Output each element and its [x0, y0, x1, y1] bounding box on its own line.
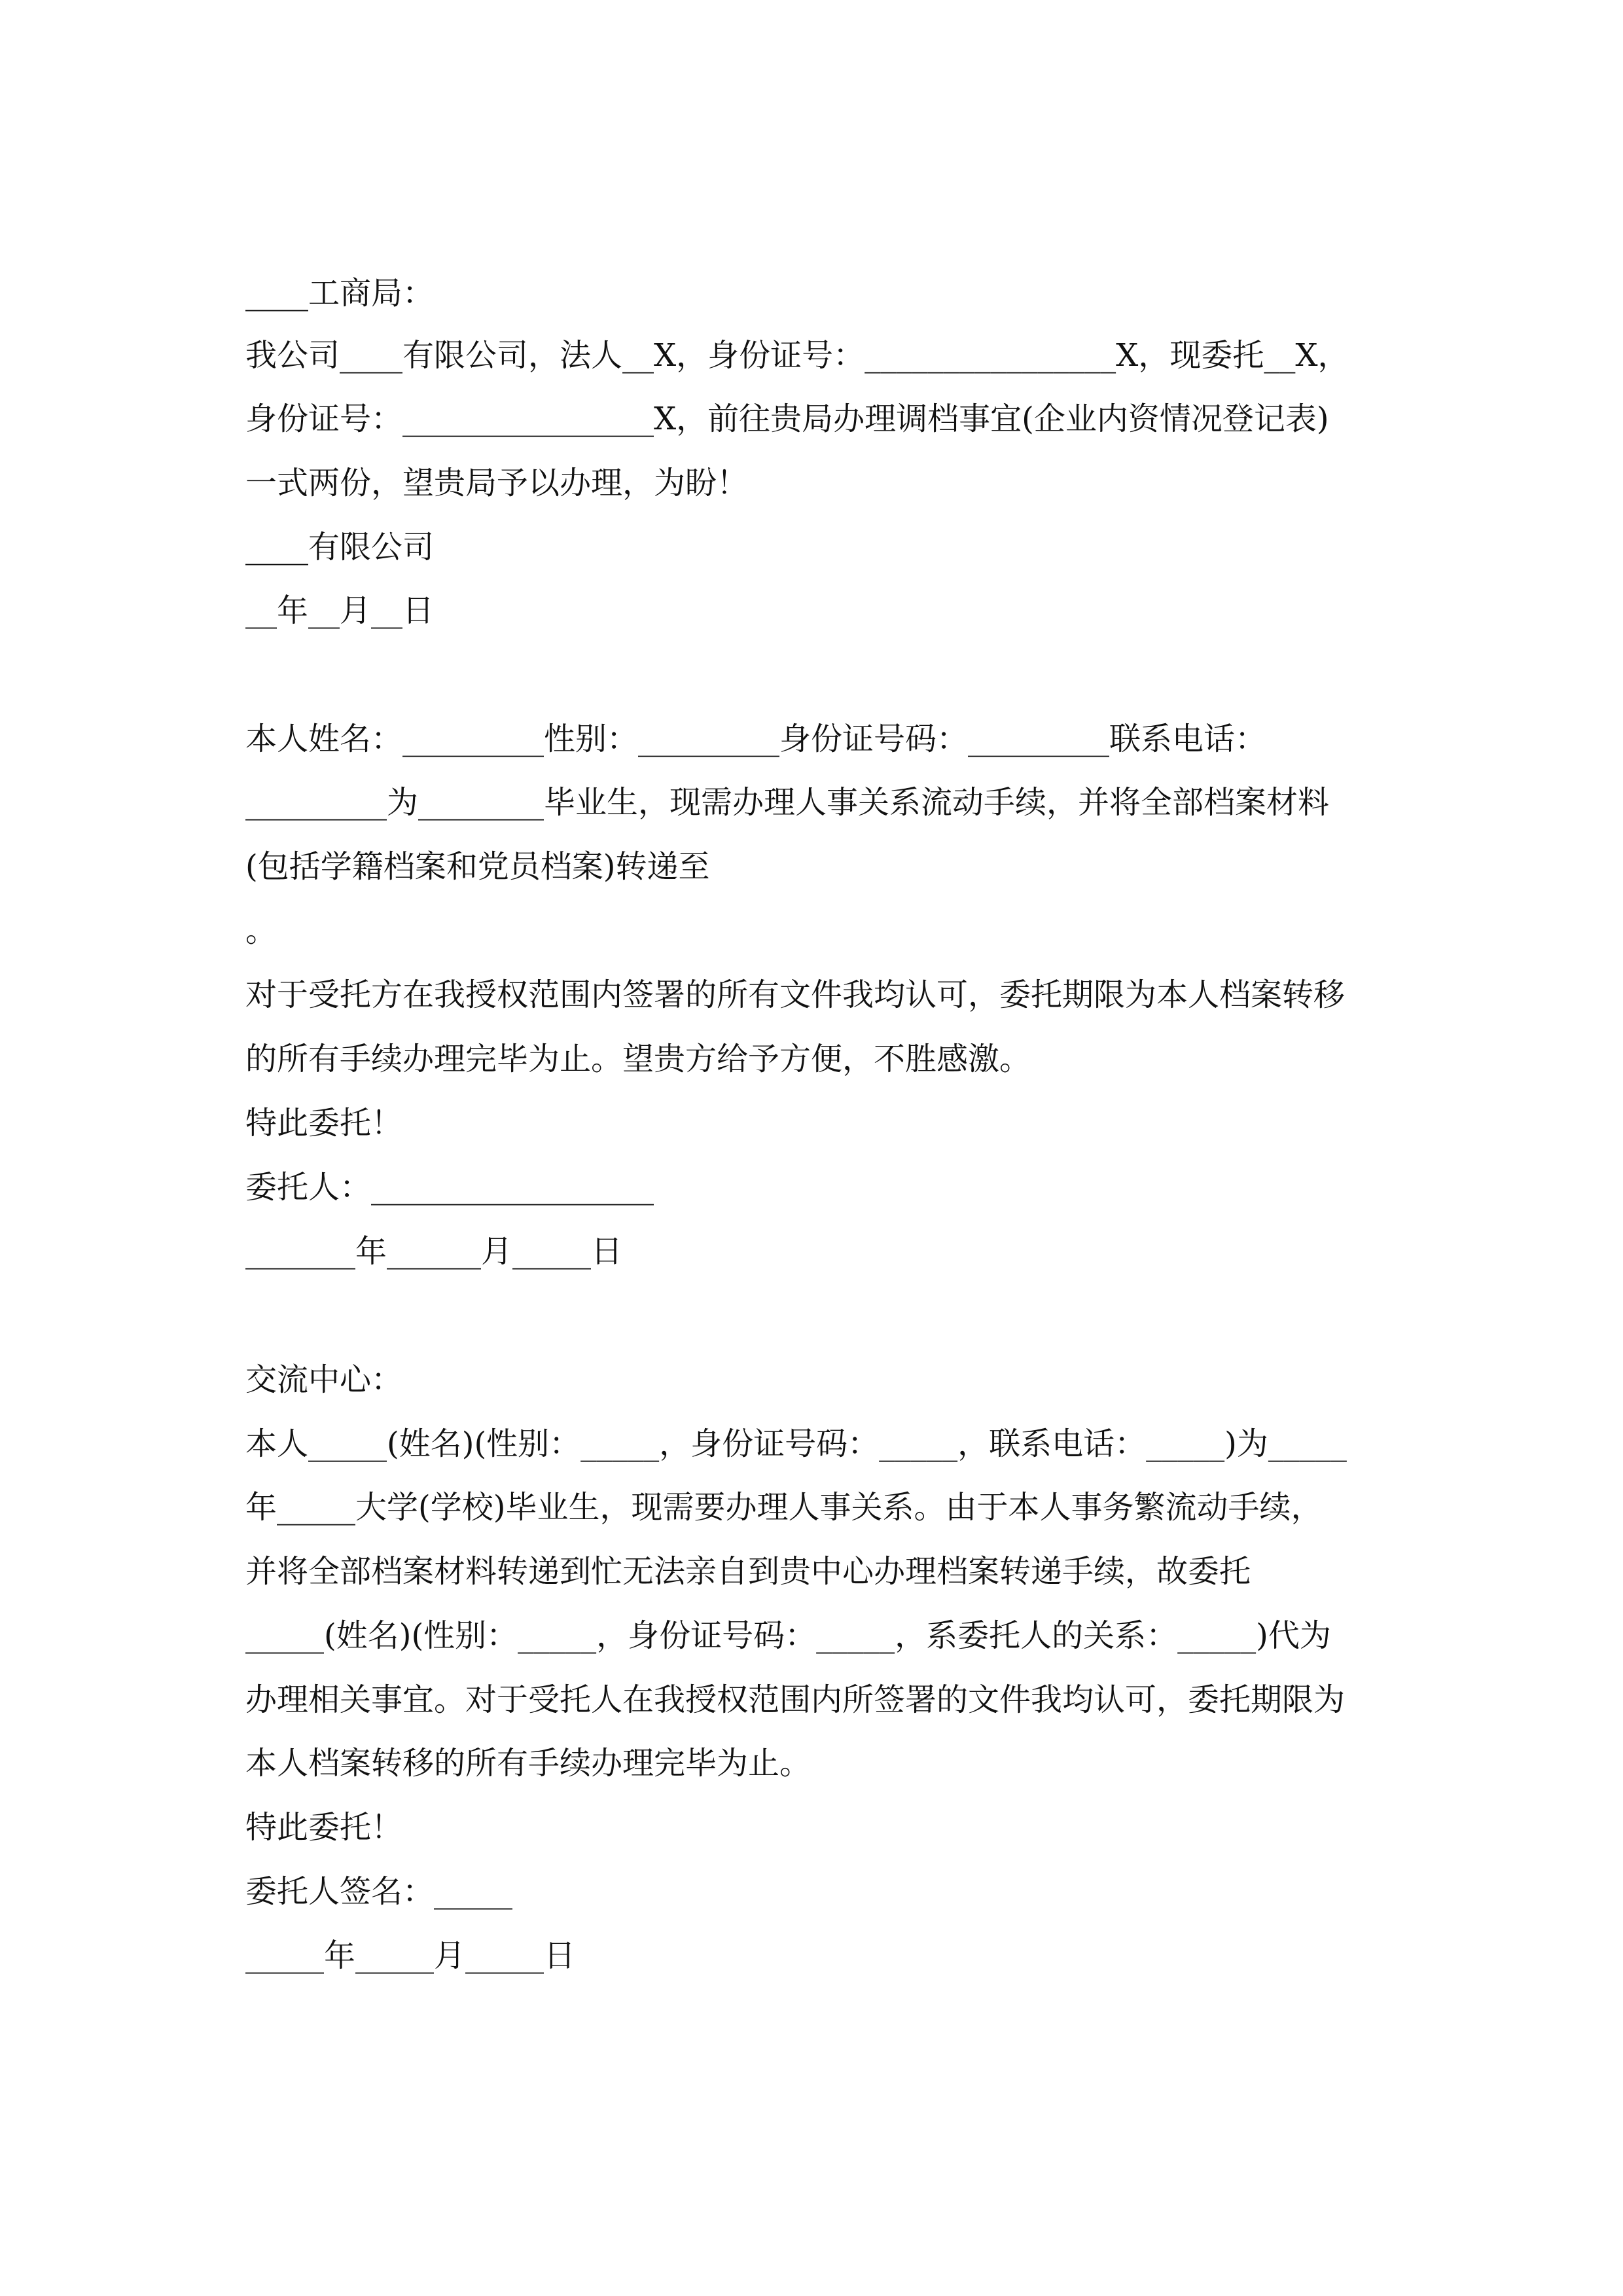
letter1-body-line-2: 身份证号：________________X，前往贵局办理调档事宜(企业内资情况登记表)	[245, 401, 1329, 437]
letter3-body-line-1: 本人_____(姓名)(性别：_____，身份证号码：_____，联系电话：_____)为_____	[245, 1426, 1347, 1462]
letter2-body-line-5: 对于受托方在我授权范围内签署的所有文件我均认可，委托期限为本人档案转移	[245, 977, 1346, 1013]
letter3-salutation: 交流中心：	[245, 1361, 403, 1398]
letter2-body-line-2: _________为________毕业生，现需办理人事关系流动手续，并将全部档案材料	[245, 784, 1330, 821]
letter1-salutation: ____工商局：	[245, 275, 435, 312]
letter3-body-line-5: 办理相关事宜。对于受托人在我授权范围内所签署的文件我均认可，委托期限为	[245, 1681, 1346, 1718]
letter2-principal: 委托人：__________________	[245, 1169, 654, 1206]
letter1-body-line-3: 一式两份，望贵局予以办理，为盼！	[245, 465, 749, 501]
letter2-body-line-6: 的所有手续办理完毕为止。望贵方给予方便，不胜感激。	[245, 1041, 1031, 1077]
letter2-body-line-3: (包括学籍档案和党员档案)转递至	[245, 848, 710, 885]
letter1-body-line-1: 我公司____有限公司，法人__X，身份证号：________________X，现委托__X，	[245, 337, 1349, 374]
letter3-date: _____年_____月_____日	[245, 1937, 576, 1974]
letter3-body-line-4: _____(姓名)(性别：_____，身份证号码：_____，系委托人的关系：_____)代为	[245, 1617, 1331, 1654]
letter3-body-line-6: 本人档案转移的所有手续办理完毕为止。	[245, 1745, 812, 1782]
letter3-signature: 委托人签名：_____	[245, 1873, 513, 1910]
letter2-body-line-4: 。	[245, 912, 277, 949]
letter2-body-line-1: 本人姓名：_________性别：_________身份证号码：_________联系电话：	[245, 721, 1267, 757]
letter2-closing: 特此委托！	[245, 1105, 403, 1141]
letter3-body-line-3: 并将全部档案材料转递到忙无法亲自到贵中心办理档案转递手续，故委托	[245, 1553, 1251, 1590]
letter1-company: ____有限公司	[245, 529, 435, 565]
letter3-closing: 特此委托！	[245, 1809, 403, 1846]
letter1-date: __年__月__日	[245, 592, 435, 629]
letter3-body-line-2: 年_____大学(学校)毕业生，现需要办理人事关系。由于本人事务繁流动手续，	[245, 1489, 1323, 1526]
letter2-date: _______年______月_____日	[245, 1233, 623, 1270]
